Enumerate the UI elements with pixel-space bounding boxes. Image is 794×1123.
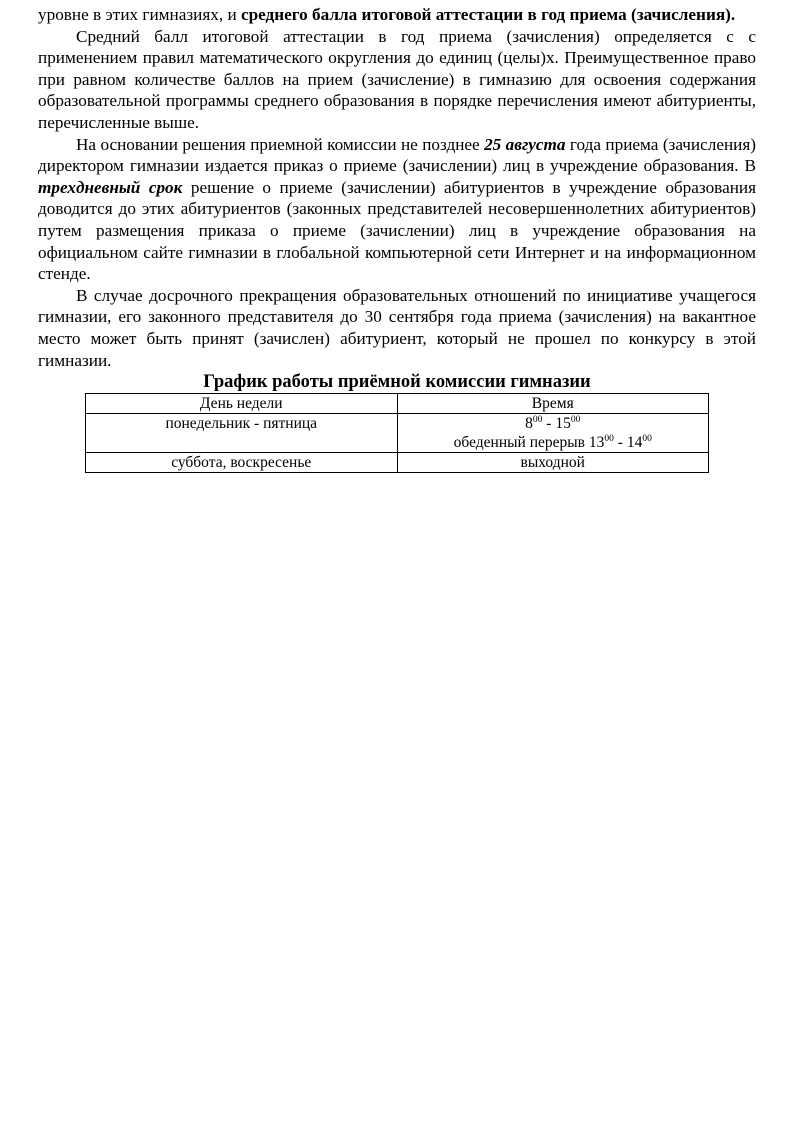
paragraph-average-score bbox=[38, 26, 756, 134]
paragraph-admission-criteria bbox=[38, 4, 756, 26]
emphasis-deadline-date: 25 августа bbox=[484, 134, 566, 154]
table-row bbox=[86, 414, 709, 453]
cell-weekend-hours: выходной bbox=[397, 453, 709, 473]
working-hours: $8^{00} - 15^{00}$ bbox=[525, 415, 581, 433]
paragraph-vacant-place bbox=[38, 285, 756, 371]
paragraph-text: решение о приеме (зачислении) абитуриентов в учреждение образования доводится до этих абитуриентов (законных представителей несовершеннолетних абитуриентов) путем размещения приказа о приеме (зачислении) лиц в учреждение образования на официальном сайте гимназии в глобальной компьютерной сети Интернет и на информационном стенде. bbox=[38, 177, 756, 284]
header-day-of-week: День недели bbox=[86, 394, 398, 414]
header-time: Время bbox=[397, 394, 709, 414]
paragraph-text: года приема (зачисления) директором гимназии издается приказ о приеме (зачислении) лиц в учреждение образования. В bbox=[38, 134, 756, 176]
table-header-row bbox=[86, 394, 709, 414]
emphasis-three-day-term: трехдневный срок bbox=[38, 177, 183, 197]
paragraph-text: уровне в этих гимназиях, и bbox=[38, 5, 241, 24]
schedule-table bbox=[85, 393, 709, 473]
paragraph-text: В случае досрочного прекращения образовательных отношений по инициативе учащегося гимназии, его законного представителя до 30 сентября года приема (зачисления) на вакантное место может быть принят (зачислен) абитуриент, который не прошел по конкурсу в этой гимназии. bbox=[38, 285, 756, 370]
paragraph-admission-order bbox=[38, 134, 756, 285]
cell-weekday-hours bbox=[397, 414, 709, 453]
cell-weekend: суббота, воскресенье bbox=[86, 453, 398, 473]
table-row bbox=[86, 453, 709, 473]
schedule-title: График работы приёмной комиссии гимназии bbox=[203, 372, 591, 393]
cell-weekdays: понедельник - пятница bbox=[86, 414, 398, 453]
emphasis-average-score: среднего балла итоговой аттестации в год приема (зачисления). bbox=[240, 5, 736, 24]
lunch-break: обеденный перерыв $13^{00} - 14^{00}$ bbox=[453, 434, 652, 452]
paragraph-text: На основании решения приемной комиссии не позднее bbox=[76, 134, 485, 154]
document-page bbox=[38, 4, 756, 473]
paragraph-text: Средний балл итоговой аттестации в год приема (зачисления) определяется с с применением правил математического округления до единиц (целы)х. Преимущественное право при равном количестве баллов на прием (зачисление) в гимназию для освоения содержания образовательной программы среднего образования в порядке перечисления имеют абитуриенты, перечисленные выше. bbox=[38, 26, 756, 132]
